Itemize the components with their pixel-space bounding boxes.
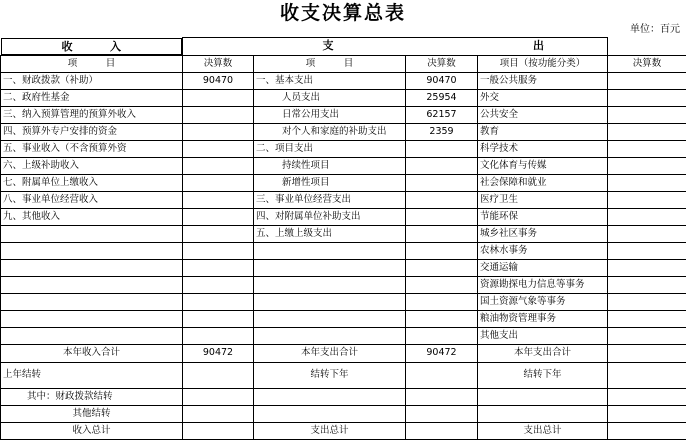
income-amount <box>183 259 254 276</box>
func-item: 文化体育与传媒 <box>478 157 608 174</box>
income-amount <box>183 225 254 242</box>
expense-item <box>254 293 406 310</box>
of-which-row <box>1 388 686 405</box>
expense-amount <box>406 157 478 174</box>
income-item <box>1 242 183 259</box>
func-amount <box>608 293 686 310</box>
totals-row <box>1 344 686 362</box>
expense-item: 四、对附属单位补助支出 <box>254 208 406 225</box>
expense-item: 五、上缴上级支出 <box>254 225 406 242</box>
income-item <box>1 259 183 276</box>
func-amount <box>608 191 686 208</box>
table-row <box>1 106 686 123</box>
func-amount <box>608 259 686 276</box>
expense-item: 日常公用支出 <box>254 106 406 123</box>
income-amount <box>183 106 254 123</box>
balance-row <box>1 362 686 388</box>
income-amount <box>183 293 254 310</box>
func-amount <box>608 276 686 293</box>
expense-item: 一、基本支出 <box>254 72 406 89</box>
income-item: 八、事业单位经营收入 <box>1 191 183 208</box>
other-carry-empty-4 <box>608 405 686 422</box>
summary-table <box>0 37 686 440</box>
other-carry-label: 其他结转 <box>1 405 183 422</box>
expense-item: 二、项目支出 <box>254 140 406 157</box>
income-item: 六、上级补助收入 <box>1 157 183 174</box>
func-item: 一般公共服务 <box>478 72 608 89</box>
func-item: 国土资源气象等事务 <box>478 293 608 310</box>
income-amount-header: 决算数 <box>183 55 254 72</box>
expense-header-right: 出 <box>533 39 544 53</box>
func-amount <box>608 310 686 327</box>
func-amount <box>608 327 686 344</box>
carry-forward-label-2: 结转下年 <box>478 362 608 388</box>
income-amount <box>183 191 254 208</box>
func-item: 社会保障和就业 <box>478 174 608 191</box>
income-amount: 90470 <box>183 72 254 89</box>
expense-amount: 25954 <box>406 89 478 106</box>
func-amount <box>608 89 686 106</box>
expense-item-header: 项 目 <box>254 55 406 72</box>
income-total-label: 本年收入合计 <box>1 344 183 362</box>
of-which-empty-4 <box>608 388 686 405</box>
other-carry-amount <box>183 405 254 422</box>
expense-amount <box>406 310 478 327</box>
income-header-left: 收 <box>61 39 73 53</box>
func-item: 粮油物资管理事务 <box>478 310 608 327</box>
expense-amount <box>406 259 478 276</box>
expense-amount-header: 决算数 <box>406 55 478 72</box>
income-item: 三、纳入预算管理的预算外收入 <box>1 106 183 123</box>
income-amount <box>183 276 254 293</box>
income-amount <box>183 242 254 259</box>
table-row <box>1 293 686 310</box>
expense-amount <box>406 140 478 157</box>
expense-item <box>254 327 406 344</box>
expense-total-label: 本年支出合计 <box>254 344 406 362</box>
expense-grand-total-amount-2 <box>608 422 686 439</box>
table-row <box>1 191 686 208</box>
table-row <box>1 225 686 242</box>
func-amount <box>608 106 686 123</box>
income-amount <box>183 310 254 327</box>
expense-amount <box>406 191 478 208</box>
expense-item: 持续性项目 <box>254 157 406 174</box>
income-item <box>1 276 183 293</box>
income-grand-total-amount <box>183 422 254 439</box>
expense-amount: 62157 <box>406 106 478 123</box>
func-item: 资源勘探电力信息等事务 <box>478 276 608 293</box>
func-amount <box>608 157 686 174</box>
carry-forward-amount-2 <box>608 362 686 388</box>
other-carry-empty-1 <box>254 405 406 422</box>
func-item: 外交 <box>478 89 608 106</box>
expense-amount <box>406 174 478 191</box>
income-amount <box>183 89 254 106</box>
expense-amount <box>406 327 478 344</box>
of-which-amount <box>183 388 254 405</box>
other-carry-empty-3 <box>478 405 608 422</box>
of-which-label: 其中：财政拨款结转 <box>1 388 183 405</box>
func-item: 农林水事务 <box>478 242 608 259</box>
income-item <box>1 310 183 327</box>
income-header-right: 入 <box>110 39 121 53</box>
func-item: 公共安全 <box>478 106 608 123</box>
income-section-header <box>1 38 183 55</box>
expense-item <box>254 310 406 327</box>
grand-total-row <box>1 422 686 439</box>
table-row <box>1 208 686 225</box>
income-item: 一、财政拨款（补助） <box>1 72 183 89</box>
expense-amount <box>406 293 478 310</box>
func-item-header: 项目（按功能分类） <box>478 55 608 72</box>
header-row-columns <box>1 55 686 72</box>
income-amount <box>183 140 254 157</box>
func-item: 节能环保 <box>478 208 608 225</box>
table-row <box>1 174 686 191</box>
of-which-empty-1 <box>254 388 406 405</box>
income-item: 七、附属单位上缴收入 <box>1 174 183 191</box>
func-item: 科学技术 <box>478 140 608 157</box>
header-row-sections <box>1 38 686 56</box>
expense-amount <box>406 276 478 293</box>
table-row <box>1 259 686 276</box>
prev-balance-label: 上年结转 <box>1 362 183 388</box>
func-amount <box>608 208 686 225</box>
income-item: 九、其他收入 <box>1 208 183 225</box>
func-amount <box>608 225 686 242</box>
func-total-label: 本年支出合计 <box>478 344 608 362</box>
income-total-amount: 90472 <box>183 344 254 362</box>
of-which-empty-3 <box>478 388 608 405</box>
func-item: 交通运输 <box>478 259 608 276</box>
expense-item: 人员支出 <box>254 89 406 106</box>
expense-item <box>254 259 406 276</box>
func-item: 城乡社区事务 <box>478 225 608 242</box>
table-row <box>1 242 686 259</box>
expense-total-amount: 90472 <box>406 344 478 362</box>
table-row <box>1 140 686 157</box>
expense-grand-total-label: 支出总计 <box>254 422 406 439</box>
expense-amount <box>406 225 478 242</box>
income-amount <box>183 157 254 174</box>
func-item: 医疗卫生 <box>478 191 608 208</box>
income-amount <box>183 208 254 225</box>
unit-label: 单位：百元 <box>630 24 680 35</box>
table-row <box>1 276 686 293</box>
other-carry-row <box>1 405 686 422</box>
report-title: 收支决算总表 <box>279 2 406 24</box>
table-row <box>1 310 686 327</box>
func-item: 教育 <box>478 123 608 140</box>
table-row <box>1 89 686 106</box>
func-total-amount <box>608 344 686 362</box>
expense-header-left: 支 <box>322 39 334 53</box>
income-amount <box>183 123 254 140</box>
expense-item: 新增性项目 <box>254 174 406 191</box>
income-item: 五、事业收入（不含预算外资 <box>1 140 183 157</box>
func-amount <box>608 174 686 191</box>
func-amount <box>608 140 686 157</box>
income-item-header: 项 目 <box>1 55 183 72</box>
income-item: 二、政府性基金 <box>1 89 183 106</box>
expense-amount: 90470 <box>406 72 478 89</box>
expense-item <box>254 276 406 293</box>
func-amount <box>608 123 686 140</box>
expense-grand-total-amount <box>406 422 478 439</box>
income-amount <box>183 327 254 344</box>
expense-amount <box>406 208 478 225</box>
expense-section-header <box>183 38 608 56</box>
func-amount <box>608 72 686 89</box>
income-item <box>1 327 183 344</box>
table-row <box>1 327 686 344</box>
expense-item: 对个人和家庭的补助支出 <box>254 123 406 140</box>
carry-forward-label: 结转下年 <box>254 362 406 388</box>
income-item <box>1 225 183 242</box>
carry-forward-amount <box>406 362 478 388</box>
func-amount <box>608 242 686 259</box>
func-amount-header: 决算数 <box>608 55 686 72</box>
other-carry-empty-2 <box>406 405 478 422</box>
income-item <box>1 293 183 310</box>
income-grand-total-label: 收入总计 <box>1 422 183 439</box>
prev-balance-amount <box>183 362 254 388</box>
table-row <box>1 157 686 174</box>
expense-item <box>254 242 406 259</box>
expense-grand-total-label-2: 支出总计 <box>478 422 608 439</box>
func-item: 其他支出 <box>478 327 608 344</box>
table-row <box>1 72 686 89</box>
expense-item: 三、事业单位经营支出 <box>254 191 406 208</box>
expense-amount <box>406 242 478 259</box>
expense-amount: 2359 <box>406 123 478 140</box>
income-item: 四、预算外专户安排的资金 <box>1 123 183 140</box>
income-amount <box>183 174 254 191</box>
of-which-empty-2 <box>406 388 478 405</box>
table-row <box>1 123 686 140</box>
